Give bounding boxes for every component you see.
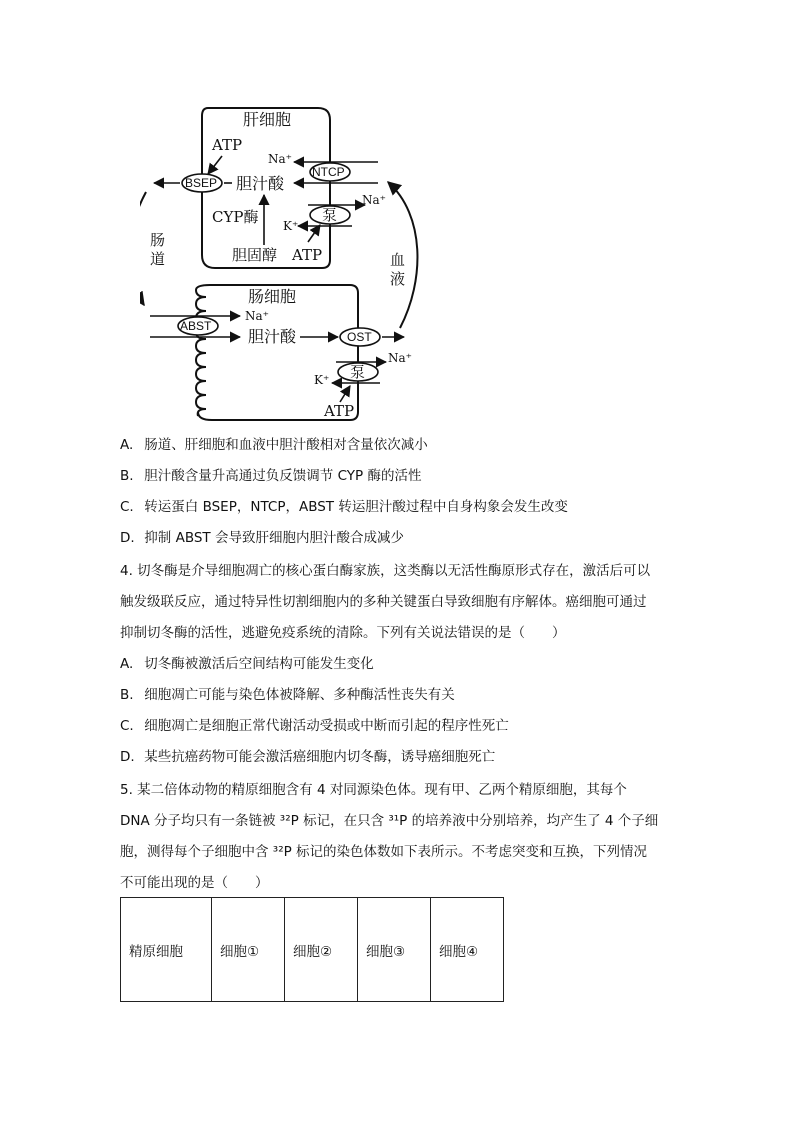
table-header-cell: 细胞② [285, 898, 358, 1002]
q5-stem-line-4: 不可能出现的是（ ） [120, 875, 269, 891]
q5-table [120, 897, 504, 1002]
intestine-label-1: 肠 [150, 231, 166, 249]
liver-cell-label: 肝细胞 [243, 110, 292, 129]
na-plus-liver-pump-label: Na⁺ [362, 193, 386, 207]
q4-stem-line-3: 抑制切冬酶的活性，逃避免疫系统的清除。下列有关说法错误的是（ ） [120, 625, 566, 641]
blood-label-2: 液 [390, 270, 406, 288]
atp-label-liver-pump: ATP [292, 246, 323, 264]
q5-stem-line-1: 5. 某二倍体动物的精原细胞含有 4 对同源染色体。现有甲、乙两个精原细胞，其每个 [120, 782, 627, 798]
k-plus-intestine-label: K⁺ [314, 373, 330, 387]
k-plus-liver-label: K⁺ [283, 219, 299, 233]
option-label: A. [120, 656, 134, 672]
atp-label-liver: ATP [212, 136, 243, 154]
bile-acid-transport-diagram [140, 100, 460, 425]
ost-label: OST [347, 330, 372, 344]
option-text: 切冬酶被激活后空间结构可能发生变化 [144, 656, 374, 672]
option-text: 某些抗癌药物可能会激活癌细胞内切冬酶，诱导癌细胞死亡 [144, 749, 496, 765]
q4-stem-line-2: 触发级联反应，通过特异性切割细胞内的多种关键蛋白导致细胞有序解体。癌细胞可通过 [120, 594, 647, 610]
option-label: B. [120, 468, 134, 484]
atp-label-intestine: ATP [324, 402, 355, 420]
option-text: 肠道、肝细胞和血液中胆汁酸相对含量依次减小 [144, 437, 428, 453]
option-label: C. [120, 718, 134, 734]
q4-option-a [120, 654, 374, 674]
option-c [120, 497, 568, 517]
option-b [120, 466, 421, 486]
bile-acid-intestine-label: 胆汁酸 [248, 327, 297, 346]
bsep-label: BSEP [185, 176, 218, 190]
intestine-label-2: 道 [150, 250, 166, 268]
option-text: 细胞凋亡可能与染色体被降解、多种酶活性丧失有关 [144, 687, 455, 703]
option-label: B. [120, 687, 134, 703]
q5-stem-line-3: 胞，测得每个子细胞中含 ³²P 标记的染色体数如下表所示。不考虑突变和互换，下列情况 [120, 844, 648, 860]
option-text: 细胞凋亡是细胞正常代谢活动受损或中断而引起的程序性死亡 [144, 718, 509, 734]
intestinal-cell-label: 肠细胞 [248, 287, 297, 306]
table-header-cell: 精原细胞 [121, 898, 212, 1002]
table-header-cell: 细胞④ [431, 898, 504, 1002]
bile-acid-liver-label: 胆汁酸 [236, 174, 285, 193]
q4-option-b [120, 685, 455, 705]
option-a [120, 435, 428, 455]
abst-label: ABST [180, 319, 212, 333]
na-plus-abst-label: Na⁺ [245, 309, 269, 323]
option-label: D. [120, 530, 135, 546]
option-d [120, 528, 404, 548]
table-header-cell: 细胞③ [358, 898, 431, 1002]
option-label: C. [120, 499, 134, 515]
option-label: D. [120, 749, 135, 765]
na-plus-intestine-pump-label: Na⁺ [388, 351, 412, 365]
cholesterol-label: 胆固醇 [232, 246, 278, 264]
table-header-cell: 细胞① [212, 898, 285, 1002]
na-plus-ntcp-label: Na⁺ [268, 152, 292, 166]
cyp-enzyme-label: CYP酶 [212, 208, 259, 226]
option-text: 转运蛋白 BSEP，NTCP，ABST 转运胆汁酸过程中自身构象会发生改变 [144, 499, 568, 515]
ntcp-label: NTCP [312, 165, 345, 179]
option-text: 抑制 ABST 会导致肝细胞内胆汁酸合成减少 [144, 530, 404, 546]
q4-stem-line-1: 4. 切冬酶是介导细胞凋亡的核心蛋白酶家族，这类酶以无活性酶原形式存在，激活后可以 [120, 563, 651, 579]
blood-label-1: 血 [390, 251, 406, 269]
option-text: 胆汁酸含量升高通过负反馈调节 CYP 酶的活性 [144, 468, 422, 484]
liver-pump-label: 泵 [322, 206, 338, 224]
q4-option-c [120, 716, 509, 736]
option-label: A. [120, 437, 134, 453]
intestine-pump-label: 泵 [350, 363, 366, 381]
q4-option-d [120, 747, 495, 767]
table-row [121, 898, 504, 1002]
q5-stem-line-2: DNA 分子均只有一条链被 ³²P 标记，在只含 ³¹P 的培养液中分别培养，均产生了 4 个子细 [120, 813, 659, 829]
